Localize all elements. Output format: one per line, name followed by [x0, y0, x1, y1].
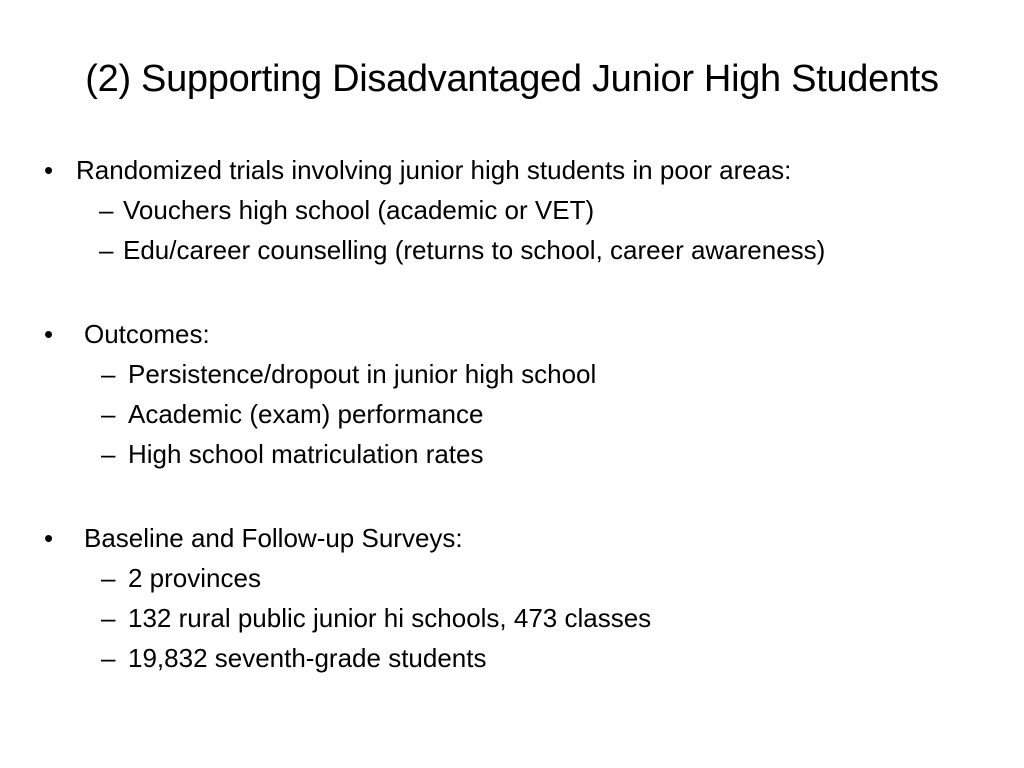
sub-bullet-item: [0, 394, 1024, 434]
dash-icon: –: [99, 235, 114, 265]
sub-bullet-item: [0, 190, 1024, 230]
dash-icon: –: [101, 643, 116, 673]
dash-icon: –: [101, 399, 116, 429]
sub-bullet-item: [0, 598, 1024, 638]
sub-bullet-text: Academic (exam) performance: [128, 399, 484, 429]
sub-bullet-text: 19,832 seventh-grade students: [128, 643, 487, 673]
bullet-dot-icon: •: [44, 523, 54, 553]
slide-content: [0, 150, 1024, 678]
bullet-item: [0, 314, 1024, 354]
sub-bullet-text: Vouchers high school (academic or VET): [123, 195, 595, 225]
bullet-item: [0, 150, 1024, 190]
slide-title: (2) Supporting Disadvantaged Junior High Students: [85, 58, 939, 100]
bullet-text: Baseline and Follow-up Surveys:: [84, 523, 463, 553]
bullet-dot-icon: •: [44, 319, 54, 349]
bullet-dot-icon: •: [44, 155, 54, 185]
dash-icon: –: [101, 439, 116, 469]
bullet-text: Randomized trials involving junior high students in poor areas:: [76, 155, 792, 185]
sub-bullet-item: [0, 558, 1024, 598]
bullet-text: Outcomes:: [84, 319, 210, 349]
sub-bullet-item: [0, 230, 1024, 270]
bullet-group-outcomes: [0, 314, 1024, 474]
dash-icon: –: [101, 359, 116, 389]
sub-bullet-item: [0, 638, 1024, 678]
sub-bullet-item: [0, 434, 1024, 474]
sub-bullet-text: Persistence/dropout in junior high school: [128, 359, 597, 389]
sub-bullet-text: High school matriculation rates: [128, 439, 484, 469]
sub-bullet-text: 2 provinces: [128, 563, 261, 593]
sub-bullet-item: [0, 354, 1024, 394]
dash-icon: –: [101, 563, 116, 593]
bullet-group-surveys: [0, 518, 1024, 678]
dash-icon: –: [101, 603, 116, 633]
dash-icon: –: [99, 195, 114, 225]
sub-bullet-text: Edu/career counselling (returns to school, career awareness): [123, 235, 826, 265]
sub-bullet-text: 132 rural public junior hi schools, 473 classes: [128, 603, 652, 633]
bullet-group-trials: [0, 150, 1024, 270]
bullet-item: [0, 518, 1024, 558]
